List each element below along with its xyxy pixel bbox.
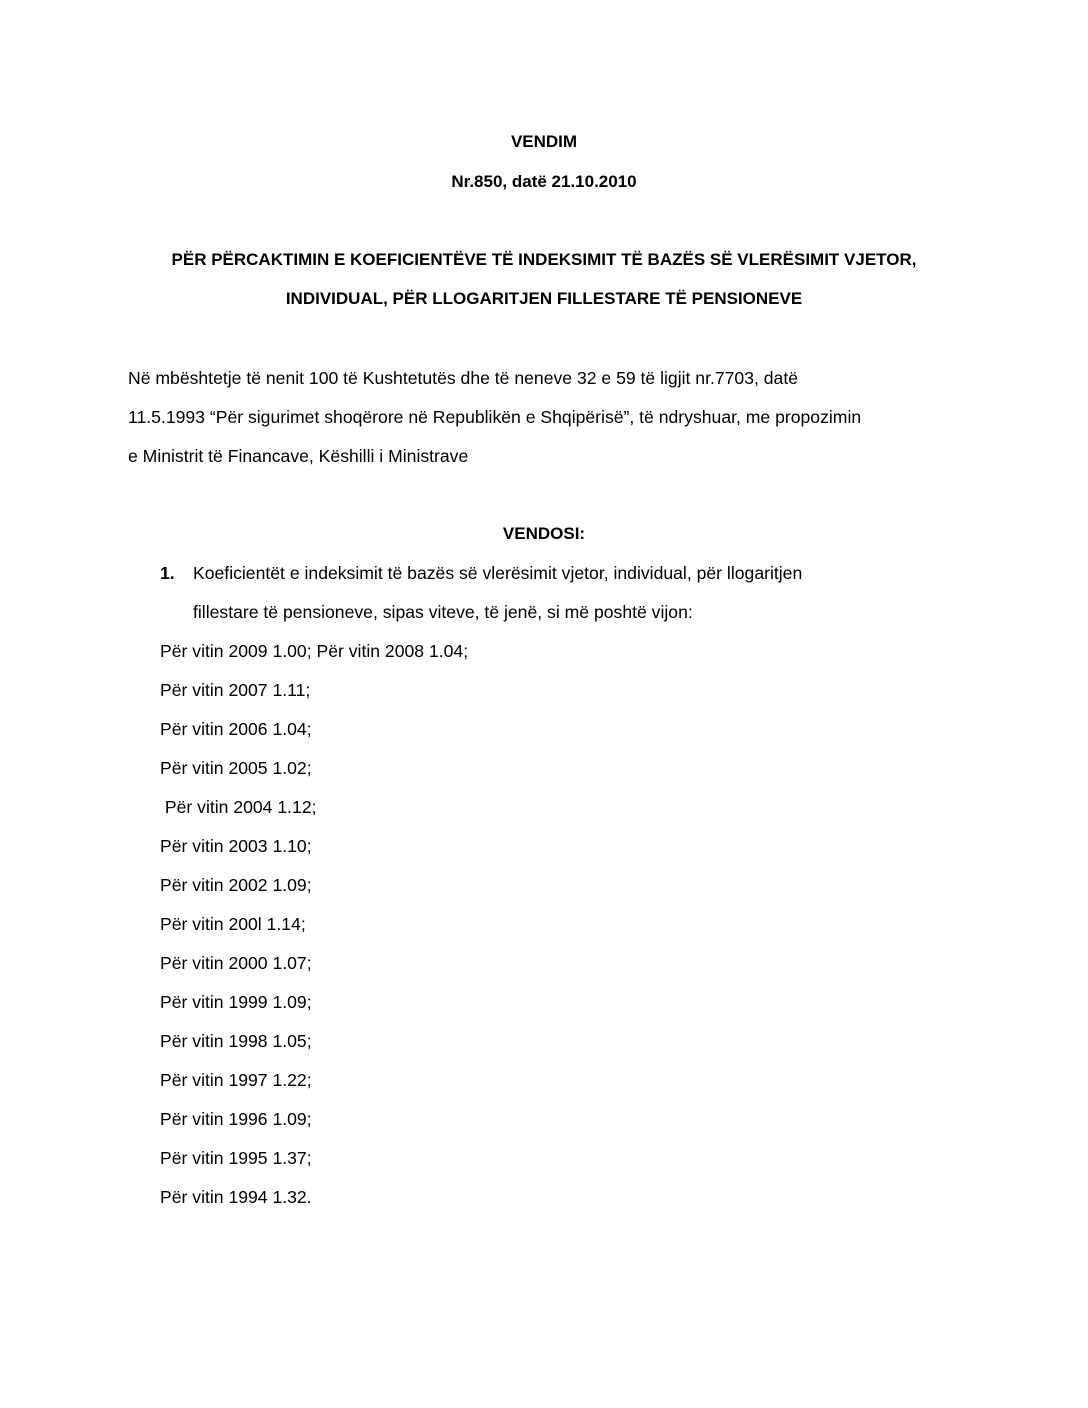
- point-line-2: fillestare të pensioneve, sipas viteve, të jenë, si më poshtë vijon:: [193, 602, 693, 622]
- document-number-date: Nr.850, datë 21.10.2010: [451, 172, 637, 191]
- coefficient-line: Për vitin 1996 1.09;: [160, 1109, 312, 1129]
- coefficient-line: Për vitin 1994 1.32.: [160, 1187, 312, 1207]
- subject-line-1: PËR PËRCAKTIMIN E KOEFICIENTËVE TË INDEKSIMIT TË BAZËS SË VLERËSIMIT VJETOR,: [171, 250, 917, 269]
- preamble-line-1: Në mbështetje të nenit 100 të Kushtetutës dhe të neneve 32 e 59 të ligjit nr.7703, datë: [128, 368, 799, 388]
- coefficient-line: Për vitin 1995 1.37;: [160, 1148, 312, 1168]
- coefficient-line: Për vitin 2002 1.09;: [160, 875, 312, 895]
- decision-heading: VENDOSI:: [502, 524, 586, 543]
- point-line-1: Koeficientët e indeksimit të bazës së vlerësimit vjetor, individual, për llogaritjen: [193, 563, 803, 583]
- preamble-line-3: e Ministrit të Financave, Këshilli i Ministrave: [128, 446, 469, 466]
- point-number: 1.: [160, 563, 175, 583]
- coefficient-line: Për vitin 2006 1.04;: [160, 719, 312, 739]
- coefficient-line: Për vitin 1999 1.09;: [160, 992, 312, 1012]
- coefficient-line: Për vitin 2007 1.11;: [160, 680, 311, 700]
- coefficient-line: Për vitin 1998 1.05;: [160, 1031, 312, 1051]
- coefficient-line: Për vitin 2000 1.07;: [160, 953, 312, 973]
- coefficient-line: Për vitin 2004 1.12;: [160, 797, 317, 817]
- coefficient-line: Për vitin 2005 1.02;: [160, 758, 312, 778]
- coefficient-line: Për vitin 1997 1.22;: [160, 1070, 312, 1090]
- coefficient-line: Për vitin 2009 1.00; Për vitin 2008 1.04;: [160, 641, 469, 661]
- preamble-line-2: 11.5.1993 “Për sigurimet shoqërore në Republikën e Shqipërisë”, të ndryshuar, me propozimin: [128, 407, 862, 427]
- coefficient-line: Për vitin 200l 1.14;: [160, 914, 306, 934]
- subject-line-2: INDIVIDUAL, PËR LLOGARITJEN FILLESTARE TË PENSIONEVE: [285, 289, 803, 308]
- coefficient-line: Për vitin 2003 1.10;: [160, 836, 312, 856]
- document-title: VENDIM: [510, 132, 578, 151]
